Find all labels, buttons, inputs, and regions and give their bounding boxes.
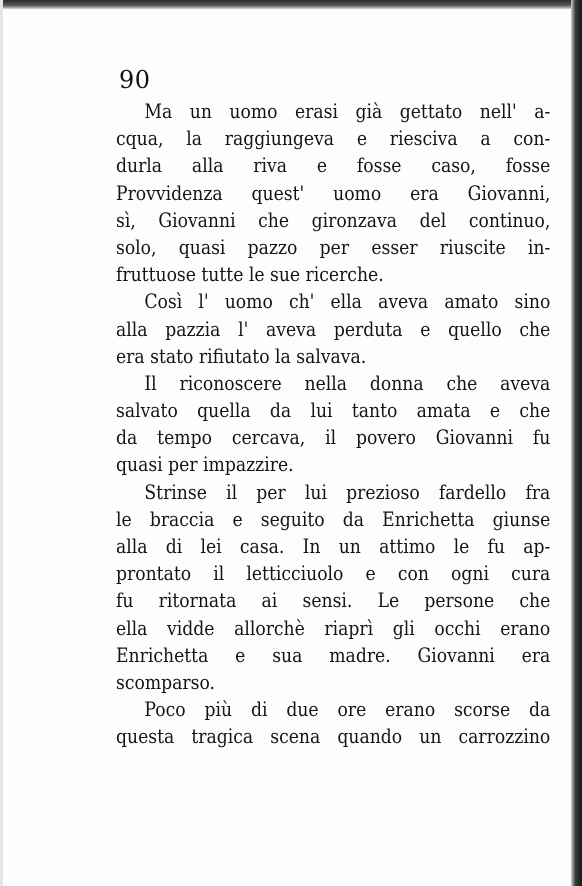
text-line: solo, quasi pazzo per esser riuscite in- [116, 234, 551, 259]
text-line: fruttuose tutte le sue ricerche. [116, 262, 384, 287]
text-line: Così l' uomo ch' ella aveva amato sino [144, 289, 551, 314]
text-line: Il riconoscere nella donna che aveva [144, 370, 551, 395]
text-line: Strinse il per lui prezioso fardello fra [144, 479, 551, 504]
text-line: scomparso. [116, 669, 215, 694]
scan-edge-top [0, 0, 582, 9]
text-line: Ma un uomo erasi già gettato nell' a- [144, 99, 551, 123]
text-line: le braccia e seguito da Enrichetta giunse [116, 506, 551, 531]
text-line: Poco più di due ore erano scorse da [144, 697, 551, 722]
text-line: Provvidenza quest' uomo era Giovanni, [116, 180, 551, 205]
text-line: prontato il letticciuolo e con ogni cura [116, 561, 551, 586]
text-line: da tempo cercava, il povero Giovanni fu [116, 425, 551, 450]
body-text [116, 98, 550, 751]
text-line: alla di lei casa. In un attimo le fu ap- [116, 534, 551, 558]
text-line: alla pazzia l' aveva perduta e quello che [116, 316, 551, 341]
text-line: durla alla riva e fosse caso, fosse [116, 153, 551, 178]
text-line: Enrichetta e sua madre. Giovanni era [116, 642, 551, 667]
page-number: 90 [119, 66, 151, 94]
text-line: quasi per impazzire. [116, 452, 294, 477]
scan-edge-right [571, 0, 582, 886]
text-line: questa tragica scena quando un carrozzino [116, 724, 551, 749]
text-line: salvato quella da lui tanto amata e che [116, 398, 551, 423]
text-line: fu ritornata ai sensi. Le persone che [116, 588, 551, 613]
text-line: cqua, la raggiungeva e riesciva a con- [116, 126, 551, 151]
scan-edge-left [0, 0, 3, 886]
text-line: ella vidde allorchè riaprì gli occhi erano [116, 615, 551, 640]
text-line: sì, Giovanni che gironzava del continuo, [116, 207, 551, 232]
text-line: era stato rifiutato la salvava. [116, 343, 367, 368]
